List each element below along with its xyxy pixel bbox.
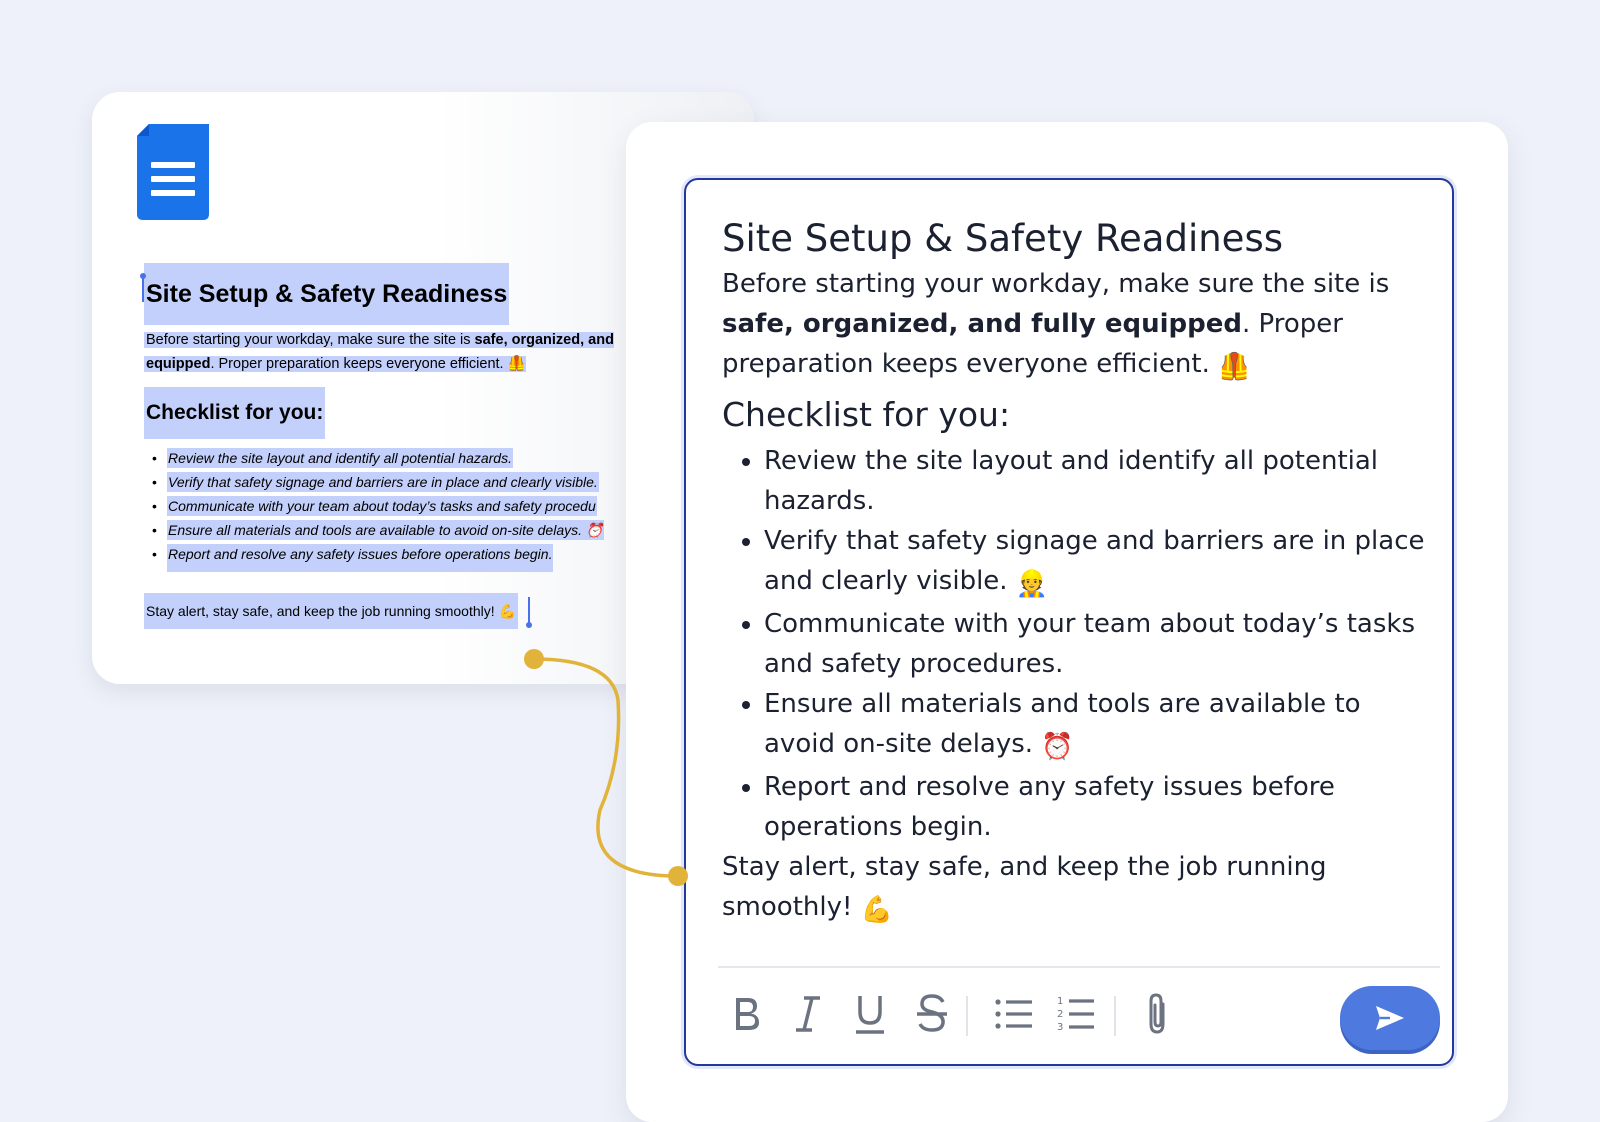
selection-end-handle[interactable]: [528, 597, 530, 625]
list-item: • Report and resolve any safety issues before operations begin.: [764, 767, 1432, 847]
list-item: • Report and resolve any safety issues before operations begin.: [144, 542, 754, 566]
italic-button[interactable]: [784, 990, 832, 1038]
toolbar-separator: [966, 996, 968, 1036]
list-item: • Verify that safety signage and barriers are in place and clearly visible.: [152, 474, 598, 490]
svg-text:3: 3: [1057, 1022, 1064, 1033]
google-docs-icon: [137, 124, 209, 220]
strikethrough-icon: [914, 992, 950, 1036]
list-item: • Review the site layout and identify all potential hazards.: [764, 441, 1432, 521]
doc-intro-bold: equipped: [146, 356, 211, 372]
svg-text:1: 1: [1057, 996, 1064, 1007]
editor-title: Site Setup & Safety Readiness: [722, 217, 1283, 260]
send-button[interactable]: [1340, 986, 1440, 1050]
doc-intro: [144, 328, 664, 376]
list-item: • Verify that safety signage and barriers are in place and clearly visible. 👷: [764, 521, 1432, 604]
list-item: • Communicate with your team about today’s tasks and safety procedures.: [764, 604, 1432, 684]
doc-title: Site Setup & Safety Readiness: [144, 263, 509, 325]
strikethrough-button[interactable]: [908, 990, 956, 1038]
list-item: • Review the site layout and identify all potential hazards.: [152, 450, 512, 466]
bold-button[interactable]: [722, 990, 770, 1038]
list-item: • Communicate with your team about today’s tasks and safety procedu: [152, 498, 596, 514]
selection-start-handle[interactable]: [142, 276, 144, 302]
svg-text:2: 2: [1057, 1009, 1064, 1020]
list-item: • Ensure all materials and tools are available to avoid on-site delays. ⏰: [152, 522, 604, 538]
toolbar-divider: [718, 966, 1440, 968]
attach-button[interactable]: [1134, 990, 1182, 1038]
toolbar-separator: [1114, 996, 1116, 1036]
italic-icon: [790, 994, 826, 1034]
doc-closing-line: Stay alert, stay safe, and keep the job running smoothly! 💪: [144, 593, 518, 629]
editor-intro-bold: safe, organized, and fully equipped: [722, 309, 1242, 339]
numbered-list-icon: [1056, 994, 1096, 1034]
bulleted-list-icon: [994, 996, 1034, 1032]
editor-closing: Stay alert, stay safe, and keep the job running smoothly! 💪: [722, 847, 1432, 930]
doc-intro-text: . Proper preparation keeps everyone efficient. 🦺: [210, 356, 526, 372]
attachment-icon: [1143, 992, 1173, 1036]
bulleted-list-button[interactable]: [990, 990, 1038, 1038]
editor-checklist: [722, 441, 1432, 847]
numbered-list-button[interactable]: [1052, 990, 1100, 1038]
safety-vest-emoji: 🦺: [1218, 352, 1251, 382]
message-editor[interactable]: [684, 178, 1454, 1066]
underline-icon: [852, 992, 888, 1036]
doc-intro-text: Before starting your workday, make sure the site is: [146, 332, 475, 348]
editor-content[interactable]: [722, 214, 1432, 930]
bold-icon: [728, 994, 764, 1034]
alarm-clock-emoji: ⏰: [1041, 732, 1074, 762]
send-icon: [1374, 1004, 1406, 1032]
list-item: • Ensure all materials and tools are available to avoid on-site delays. ⏰: [764, 684, 1432, 767]
doc-checklist-heading: Checklist for you:: [144, 387, 325, 439]
construction-worker-emoji: 👷: [1015, 569, 1049, 599]
formatting-toolbar: [722, 990, 1422, 1054]
editor-intro: Before starting your workday, make sure the site is safe, organized, and fully equipped. Proper preparation keeps everyone efficient. 🦺: [722, 264, 1432, 387]
editor-checklist-heading: Checklist for you:: [722, 395, 1011, 434]
flexed-biceps-emoji: 💪: [860, 895, 894, 925]
underline-button[interactable]: [846, 990, 894, 1038]
doc-intro-bold: safe, organized, and: [474, 332, 614, 348]
